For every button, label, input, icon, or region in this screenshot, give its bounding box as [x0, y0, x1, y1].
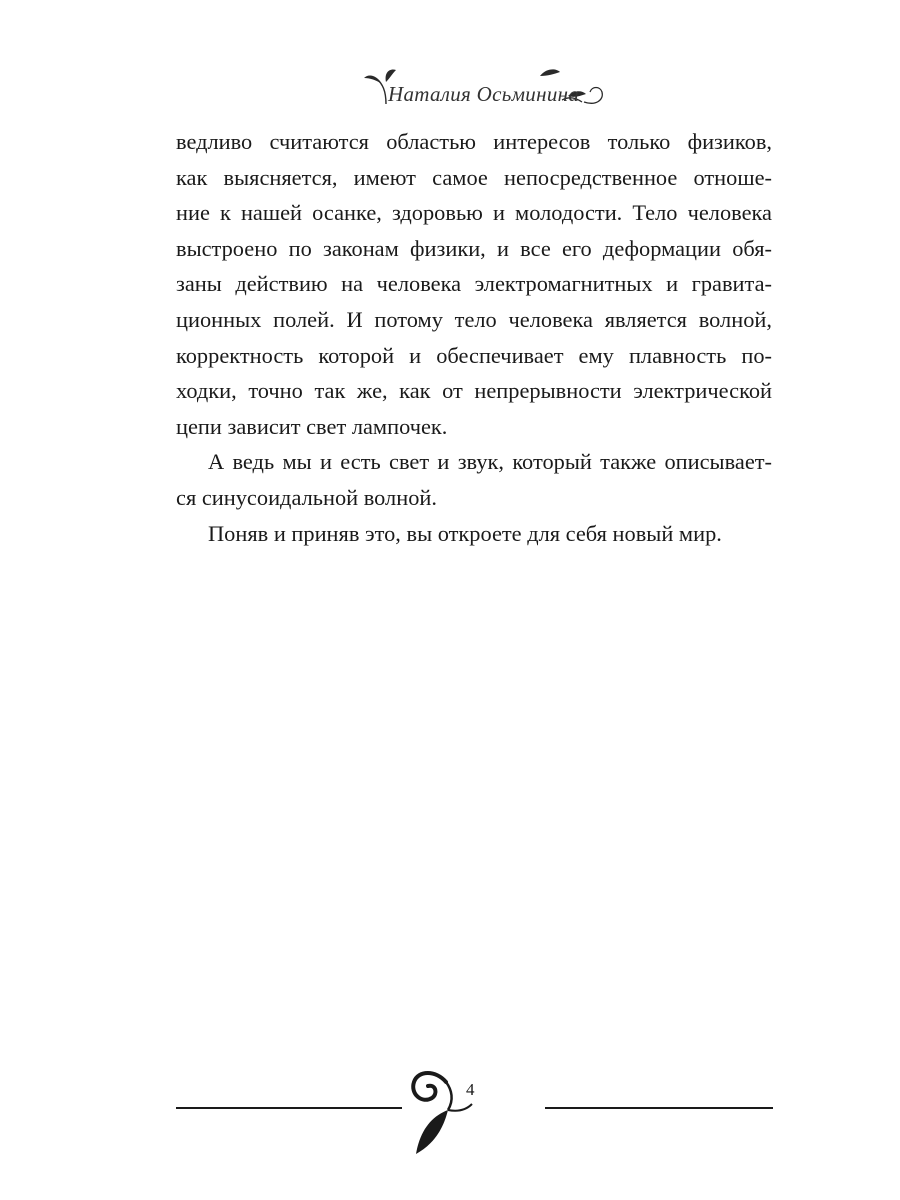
body-text	[176, 124, 772, 551]
text-line: ходки, точно так же, как от непрерывности электрической	[176, 378, 772, 404]
text-line: ведливо считаются областью интересов только физиков,	[176, 129, 772, 154]
text-line: ся синусоидальной волной.	[176, 484, 437, 510]
paragraph	[176, 444, 772, 515]
text-line: цепи зависит свет лампочек.	[176, 413, 448, 439]
running-title: Наталия Осьминина	[388, 82, 580, 106]
text-line: А ведь мы и есть свет и звук, который также описывает-	[208, 449, 772, 475]
text-line: ционных полей. И потому тело человека является волной,	[176, 306, 772, 332]
text-line: выстроено по законам физики, и все его деформации обя-	[176, 235, 772, 261]
page-number: 4	[466, 1080, 475, 1099]
text-line: корректность которой и обеспечивает ему плавность по-	[176, 342, 772, 368]
footer-rule-right	[545, 1107, 773, 1109]
running-header	[0, 62, 900, 112]
text-line: как выясняется, имеют самое непосредственное отноше-	[176, 164, 772, 190]
paragraph	[176, 516, 772, 552]
paragraph	[176, 124, 772, 444]
footer-rule-left	[176, 1107, 402, 1109]
text-line: Поняв и приняв это, вы откроете для себя новый мир.	[208, 520, 722, 546]
text-line: заны действию на человека электромагнитных и гравита-	[176, 271, 772, 297]
text-line: ние к нашей осанке, здоровью и молодости. Тело человека	[176, 200, 772, 226]
swirl-leaf-ornament-icon	[402, 1060, 482, 1160]
